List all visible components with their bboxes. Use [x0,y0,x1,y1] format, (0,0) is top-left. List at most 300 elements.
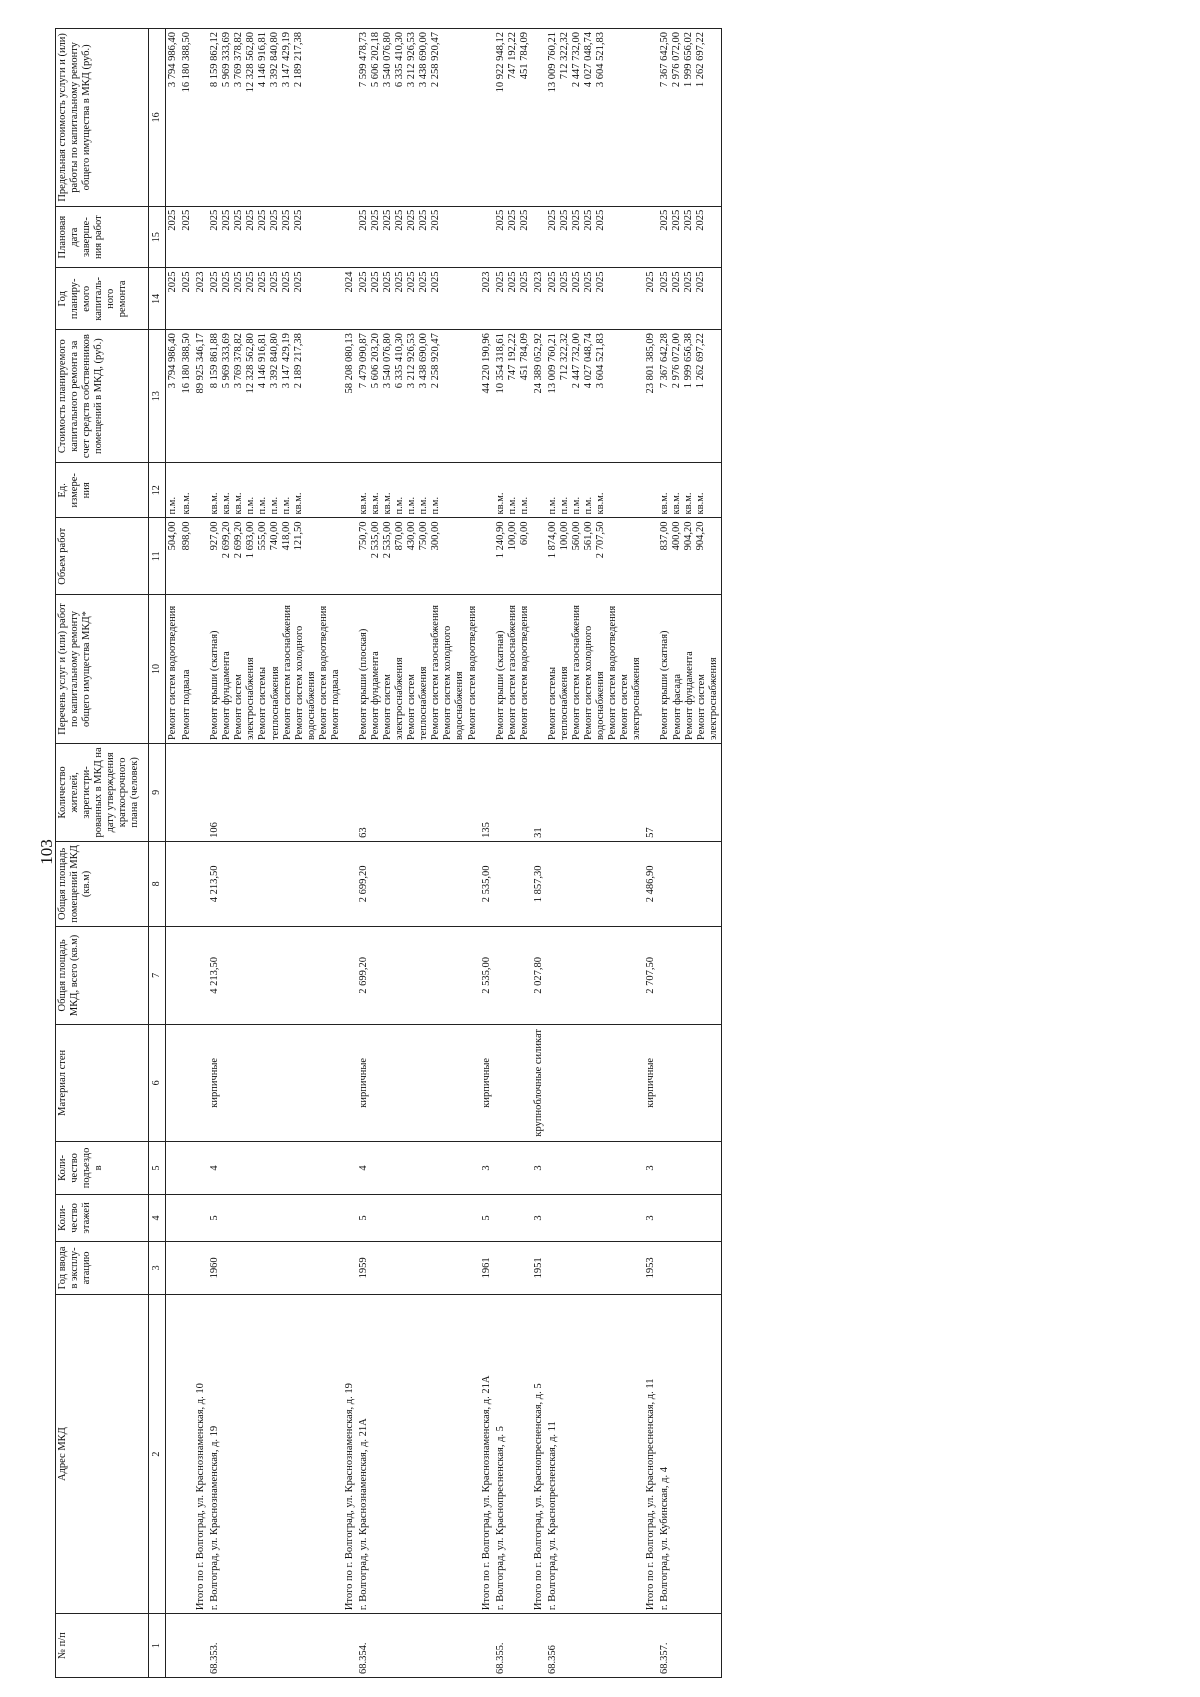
works-cell [494,595,532,744]
floors-cell [480,1195,494,1242]
volume-cell [166,518,181,595]
year-cell [208,1241,343,1294]
plan-year-cell [658,268,721,330]
column-header: Плановая дата заверше-ния работ [56,206,149,268]
entrances-cell [494,1141,532,1194]
column-header: Объем работ [56,518,149,595]
area-total-cell [208,926,343,1024]
area-rooms-cell [480,841,494,926]
row-number-text: 68.356 [546,1645,558,1674]
unit-cell-item: кв.м. [671,492,683,515]
end-year-cell-item: 2025 [369,209,381,231]
area-rooms-cell [357,841,480,926]
entrances-cell-text: 4 [357,1165,369,1171]
material-cell [166,1024,181,1141]
end-year-cell [208,206,343,268]
unit-cell-item: п.м. [269,496,281,515]
unit-cell [180,463,194,518]
limit-cell-item: 3 604 521,83 [594,32,606,88]
residents-cell [494,743,532,841]
residents-cell [658,743,721,841]
material-cell [180,1024,194,1141]
volume-cell-item: 750,00 [417,521,429,551]
limit-cell [180,29,194,207]
unit-cell-item: п.м. [245,496,257,515]
row-number [658,1614,721,1678]
table-row [180,29,194,1678]
unit-cell-item: п.м. [393,496,405,515]
address-cell-text: г. Волгоград, ул. Краснопресненская, д. 5 [494,1426,506,1611]
residents-cell [357,743,480,841]
residents-cell [480,743,494,841]
entrances-cell [644,1141,658,1194]
limit-cell [658,29,721,207]
area-total-cell-text: 2 027,80 [532,957,544,994]
area-total-cell [644,926,658,1024]
limit-cell-item: 2 976 072,00 [671,32,683,88]
row-number-text: 68.354. [357,1642,369,1674]
plan-year-cell-item: 2025 [417,271,429,293]
column-header: Перечень услуг и (или) работ по капитальному ремонту общего имущества МКД* [56,595,149,744]
unit-cell-item: п.м. [570,496,582,515]
limit-cell-item: 4 027 048,74 [582,32,594,88]
works-cell [644,595,658,744]
unit-cell-item: п.м. [429,496,441,515]
end-year-cell-item: 2025 [518,209,530,231]
volume-cell-item: 2 699,20 [221,521,233,559]
address-cell-text: Итого по г. Волгоград, ул. Краснознаменская, д. 21А [480,1375,492,1611]
end-year-cell-item: 2025 [281,209,293,231]
end-year-cell-item: 2025 [167,209,178,231]
plan-year-cell-item: 2025 [683,271,695,293]
column-number: 4 [149,1195,166,1242]
end-year-cell-item: 2025 [695,209,707,231]
area-rooms-cell-text: 2 535,00 [480,865,492,903]
unit-cell-item: п.м. [518,496,530,515]
plan-year-cell-item: 2025 [209,271,221,293]
plan-year-cell-item: 2025 [269,271,281,293]
end-year-cell-item: 2025 [269,209,281,231]
address-cell [343,1295,357,1614]
residents-cell [194,743,208,841]
works-cell-item: Ремонт систем электроснабжения [619,657,643,740]
entrances-cell-text: 3 [645,1165,657,1171]
volume-cell [658,518,721,595]
area-rooms-cell [494,841,532,926]
cost-cell-text: 24 389 052,92 [532,333,544,394]
cost-cell-item: 2 258 920,47 [429,333,441,389]
works-cell-item: Ремонт систем холодного водоснабжения [442,625,466,740]
unit-cell-item: кв.м. [181,492,193,515]
residents-cell-text: 57 [645,827,657,838]
column-number: 3 [149,1241,166,1294]
plan-year-cell-item: 2025 [167,271,178,293]
end-year-cell [546,206,645,268]
column-header: Коли-чество этажей [56,1195,149,1242]
row-number [480,1614,494,1678]
plan-year-cell [180,268,194,330]
column-number-row [149,29,166,1678]
row-number-text: 68.357. [659,1642,671,1674]
works-cell-item: Ремонт систем холодного водоснабжения [583,625,607,740]
entrances-cell [194,1141,208,1194]
area-total-cell-text: 2 699,20 [357,957,369,994]
works-cell [208,595,343,744]
limit-cell [494,29,532,207]
area-total-cell-text: 4 213,50 [209,957,221,994]
unit-cell-item: кв.м. [369,492,381,515]
row-number [532,1614,546,1678]
column-number: 5 [149,1141,166,1194]
limit-cell [208,29,343,207]
works-cell-item: Ремонт систем газоснабжения [506,604,518,740]
floors-cell [194,1195,208,1242]
floors-cell [644,1195,658,1242]
works-cell [357,595,480,744]
table-row [494,29,532,1678]
works-cell-item: Ремонт систем теплоснабжения [406,666,430,740]
floors-cell-text: 5 [357,1215,369,1221]
volume-cell [494,518,532,595]
address-cell-text: Итого по г. Волгоград, ул. Краснопресненская, д. 5 [532,1383,544,1611]
end-year-cell-item: 2025 [417,209,429,231]
works-cell-item: Ремонт систем водоотведения [607,605,619,740]
material-cell [658,1024,721,1141]
table-body [166,29,722,1678]
end-year-cell-item: 2025 [405,209,417,231]
plan-year-cell-item: 2025 [281,271,293,293]
cost-cell-item: 451 784,09 [518,333,530,381]
end-year-cell-item: 2025 [181,209,193,231]
end-year-cell [166,206,181,268]
address-cell-text: Итого по г. Волгоград, ул. Краснознаменская, д. 10 [195,1383,207,1611]
unit-cell-item: п.м. [546,496,558,515]
end-year-cell-item: 2025 [233,209,245,231]
plan-year-cell-item: 2025 [369,271,381,293]
cost-cell-item: 2 189 217,38 [293,333,305,389]
rotated-table-container [55,28,1200,1678]
cost-cell [480,330,494,463]
limit-cell-item: 10 922 948,12 [494,32,506,93]
limit-cell-item: 1 999 656,02 [683,32,695,88]
material-cell-text: кирпичные [480,1057,492,1108]
total-row [343,29,357,1678]
entrances-cell [357,1141,480,1194]
end-year-cell-item: 2025 [293,209,305,231]
cost-cell-item: 3 147 429,19 [281,333,293,389]
year-cell-text: 1953 [645,1257,657,1279]
volume-cell [194,518,208,595]
year-cell [194,1241,208,1294]
column-number: 10 [149,595,166,744]
volume-cell-item: 1 240,90 [494,521,506,559]
cost-cell-text: 23 801 385,09 [645,333,657,394]
unit-cell [644,463,658,518]
area-rooms-cell [546,841,645,926]
cost-cell-item: 3 540 076,80 [381,333,393,389]
residents-cell [166,743,181,841]
end-year-cell [532,206,546,268]
limit-cell-item: 12 328 562,80 [245,32,257,93]
floors-cell [180,1195,194,1242]
limit-cell-item: 7 599 478,73 [357,32,369,88]
limit-cell [546,29,645,207]
floors-cell [546,1195,645,1242]
area-total-cell-text: 2 535,00 [480,957,492,994]
column-number: 16 [149,29,166,207]
cost-cell [166,330,181,463]
limit-cell-item: 1 262 697,22 [695,32,707,88]
floors-cell [494,1195,532,1242]
cost-cell [644,330,658,463]
floors-cell-text: 3 [645,1215,657,1221]
address-cell [180,1295,194,1614]
volume-cell [480,518,494,595]
cost-cell [494,330,532,463]
plan-year-cell-text: 2025 [645,271,657,293]
entrances-cell [166,1141,181,1194]
cost-cell-item: 4 027 048,74 [582,333,594,389]
material-cell [343,1024,357,1141]
year-cell [357,1241,480,1294]
material-cell-text: кирпичные [357,1057,369,1108]
unit-cell-item: кв.м. [659,492,671,515]
address-cell [194,1295,208,1614]
table-row [546,29,645,1678]
column-number: 14 [149,268,166,330]
plan-year-cell-item: 2025 [257,271,269,293]
end-year-cell-item: 2025 [429,209,441,231]
plan-year-cell [494,268,532,330]
row-number [208,1614,343,1678]
material-cell [357,1024,480,1141]
cost-cell-item: 13 009 760,21 [546,333,558,394]
works-cell [180,595,194,744]
end-year-cell-item: 2025 [245,209,257,231]
end-year-cell [194,206,208,268]
works-cell-item: Ремонт систем водоотведения [518,605,530,740]
works-cell-item: Ремонт систем газоснабжения [281,604,293,740]
plan-year-cell-item: 2025 [695,271,707,293]
works-cell [532,595,546,744]
limit-cell [357,29,480,207]
works-cell-item: Ремонт систем электроснабжения [695,657,719,740]
residents-cell [532,743,546,841]
limit-cell-item: 8 159 862,12 [209,32,221,88]
plan-year-cell-item: 2025 [393,271,405,293]
area-rooms-cell-text: 4 213,50 [209,865,221,903]
end-year-cell-item: 2025 [546,209,558,231]
row-number-text: 68.353. [209,1642,221,1674]
end-year-cell-item: 2025 [221,209,233,231]
address-cell-text: Итого по г. Волгоград, ул. Краснознаменская, д. 19 [343,1383,355,1611]
address-cell [644,1295,658,1614]
address-cell-text: Итого по г. Волгоград, ул. Краснопресненская, д. 11 [645,1378,657,1611]
address-cell [546,1295,645,1614]
column-header: Количество жителей, зарегистри-рованных в МКД на дату утверждения краткосрочного плана (человек) [56,743,149,841]
works-cell [194,595,208,744]
column-number: 2 [149,1295,166,1614]
material-cell [480,1024,494,1141]
works-cell [546,595,645,744]
limit-cell [644,29,658,207]
volume-cell-item: 904,20 [683,521,695,551]
cost-cell-item: 747 192,22 [506,333,518,381]
limit-cell-item: 6 335 410,30 [393,32,405,88]
cost-cell-item: 3 212 926,53 [405,333,417,389]
material-cell [194,1024,208,1141]
area-total-cell [166,926,181,1024]
residents-cell-text: 135 [480,822,492,838]
plan-year-cell-item: 2025 [245,271,257,293]
row-number [166,1614,181,1678]
column-header: Год ввода в эксплу-атацию [56,1241,149,1294]
plan-year-cell-text: 2023 [532,271,544,293]
area-rooms-cell-text: 2 699,20 [357,865,369,903]
cost-cell-item: 10 354 318,61 [494,333,506,394]
residents-cell [546,743,645,841]
row-number [357,1614,480,1678]
plan-year-cell [480,268,494,330]
end-year-cell-item: 2025 [506,209,518,231]
material-cell-text: кирпичные [209,1057,221,1108]
area-total-cell [480,926,494,1024]
cost-cell [532,330,546,463]
volume-cell-item: 870,00 [393,521,405,551]
area-rooms-cell [644,841,658,926]
limit-cell-item: 3 212 926,53 [405,32,417,88]
plan-year-cell-item: 2025 [506,271,518,293]
area-total-cell [194,926,208,1024]
unit-cell [343,463,357,518]
cost-cell [658,330,721,463]
unit-cell-item: п.м. [405,496,417,515]
volume-cell-item: 560,00 [570,521,582,551]
works-cell-item: Ремонт системы теплоснабжения [257,666,281,740]
floors-cell [658,1195,721,1242]
works-cell-item: Ремонт фасада [671,673,683,740]
year-cell-text: 1960 [209,1257,221,1279]
plan-year-cell-item: 2025 [233,271,245,293]
volume-cell [343,518,357,595]
limit-cell [166,29,181,207]
cost-cell-text: 89 925 346,17 [195,333,207,394]
end-year-cell [644,206,658,268]
unit-cell-item: п.м. [417,496,429,515]
area-total-cell [357,926,480,1024]
unit-cell [494,463,532,518]
plan-year-cell-item: 2025 [293,271,305,293]
cost-cell [180,330,194,463]
plan-year-cell-text: 2023 [480,271,492,293]
column-number: 9 [149,743,166,841]
works-cell-item: Ремонт подвала [329,669,341,740]
area-total-cell [180,926,194,1024]
unit-cell-item: кв.м. [209,492,221,515]
column-header: Общая площадь МКД, всего (кв.м) [56,926,149,1024]
end-year-cell [343,206,357,268]
volume-cell-item: 100,00 [506,521,518,551]
year-cell-text: 1959 [357,1257,369,1279]
end-year-cell [357,206,480,268]
floors-cell-text: 3 [532,1215,544,1221]
address-cell-text: г. Волгоград, ул. Краснознаменская, д. 21А [357,1418,369,1611]
plan-year-cell-text: 2024 [343,271,355,293]
plan-year-cell-item: 2025 [494,271,506,293]
volume-cell-item: 400,00 [671,521,683,551]
plan-year-cell-text: 2023 [195,271,207,293]
address-cell-text: г. Волгоград, ул. Кубинская, д. 4 [659,1466,671,1611]
works-cell-item: Ремонт систем электроснабжения [382,657,406,740]
cost-cell [357,330,480,463]
column-header: Общая площадь помещений МКД (кв.м) [56,841,149,926]
volume-cell-item: 898,00 [181,521,193,551]
cost-cell-item: 1 999 656,38 [683,333,695,389]
row-number [546,1614,645,1678]
limit-cell-item: 2 447 732,00 [570,32,582,88]
end-year-cell-item: 2025 [594,209,606,231]
works-cell-item: Ремонт крыши (скатная) [659,630,671,740]
unit-cell [208,463,343,518]
limit-cell-item: 747 192,22 [506,32,518,80]
material-cell [644,1024,658,1141]
floors-cell [166,1195,181,1242]
address-cell [357,1295,480,1614]
column-number: 12 [149,463,166,518]
column-number: 1 [149,1614,166,1678]
end-year-cell-item: 2025 [393,209,405,231]
total-row [480,29,494,1678]
unit-cell-item: п.м. [506,496,518,515]
limit-cell-item: 2 258 920,47 [429,32,441,88]
entrances-cell [208,1141,343,1194]
end-year-cell-item: 2025 [381,209,393,231]
works-cell-item: Ремонт фундамента [370,651,381,740]
plan-year-cell-item: 2025 [671,271,683,293]
cost-cell-item: 712 322,32 [558,333,570,381]
plan-year-cell-item: 2025 [546,271,558,293]
unit-cell [166,463,181,518]
column-number: 15 [149,206,166,268]
address-cell [166,1295,181,1614]
total-row [644,29,658,1678]
plan-year-cell-item: 2025 [594,271,606,293]
table-row [166,29,181,1678]
column-header: Материал стен [56,1024,149,1141]
end-year-cell-item: 2025 [494,209,506,231]
end-year-cell-item: 2025 [659,209,671,231]
unit-cell-item: кв.м. [683,492,695,515]
cost-cell-item: 6 335 410,30 [393,333,405,389]
unit-cell [480,463,494,518]
material-cell [546,1024,645,1141]
area-rooms-cell-text: 2 486,90 [645,865,657,903]
end-year-cell [480,206,494,268]
unit-cell-item: кв.м. [233,492,245,515]
volume-cell-item: 1 874,00 [546,521,558,559]
plan-year-cell [532,268,546,330]
volume-cell [180,518,194,595]
works-cell [658,595,721,744]
cost-cell [194,330,208,463]
column-header: Стоимость планируемого капитального ремонта за счет средств собственников помещений в МКД, (руб.) [56,330,149,463]
volume-cell-item: 904,20 [695,521,707,551]
material-cell [494,1024,532,1141]
column-header: № п/п [56,1614,149,1678]
limit-cell [343,29,357,207]
plan-year-cell-item: 2025 [582,271,594,293]
area-total-cell [658,926,721,1024]
